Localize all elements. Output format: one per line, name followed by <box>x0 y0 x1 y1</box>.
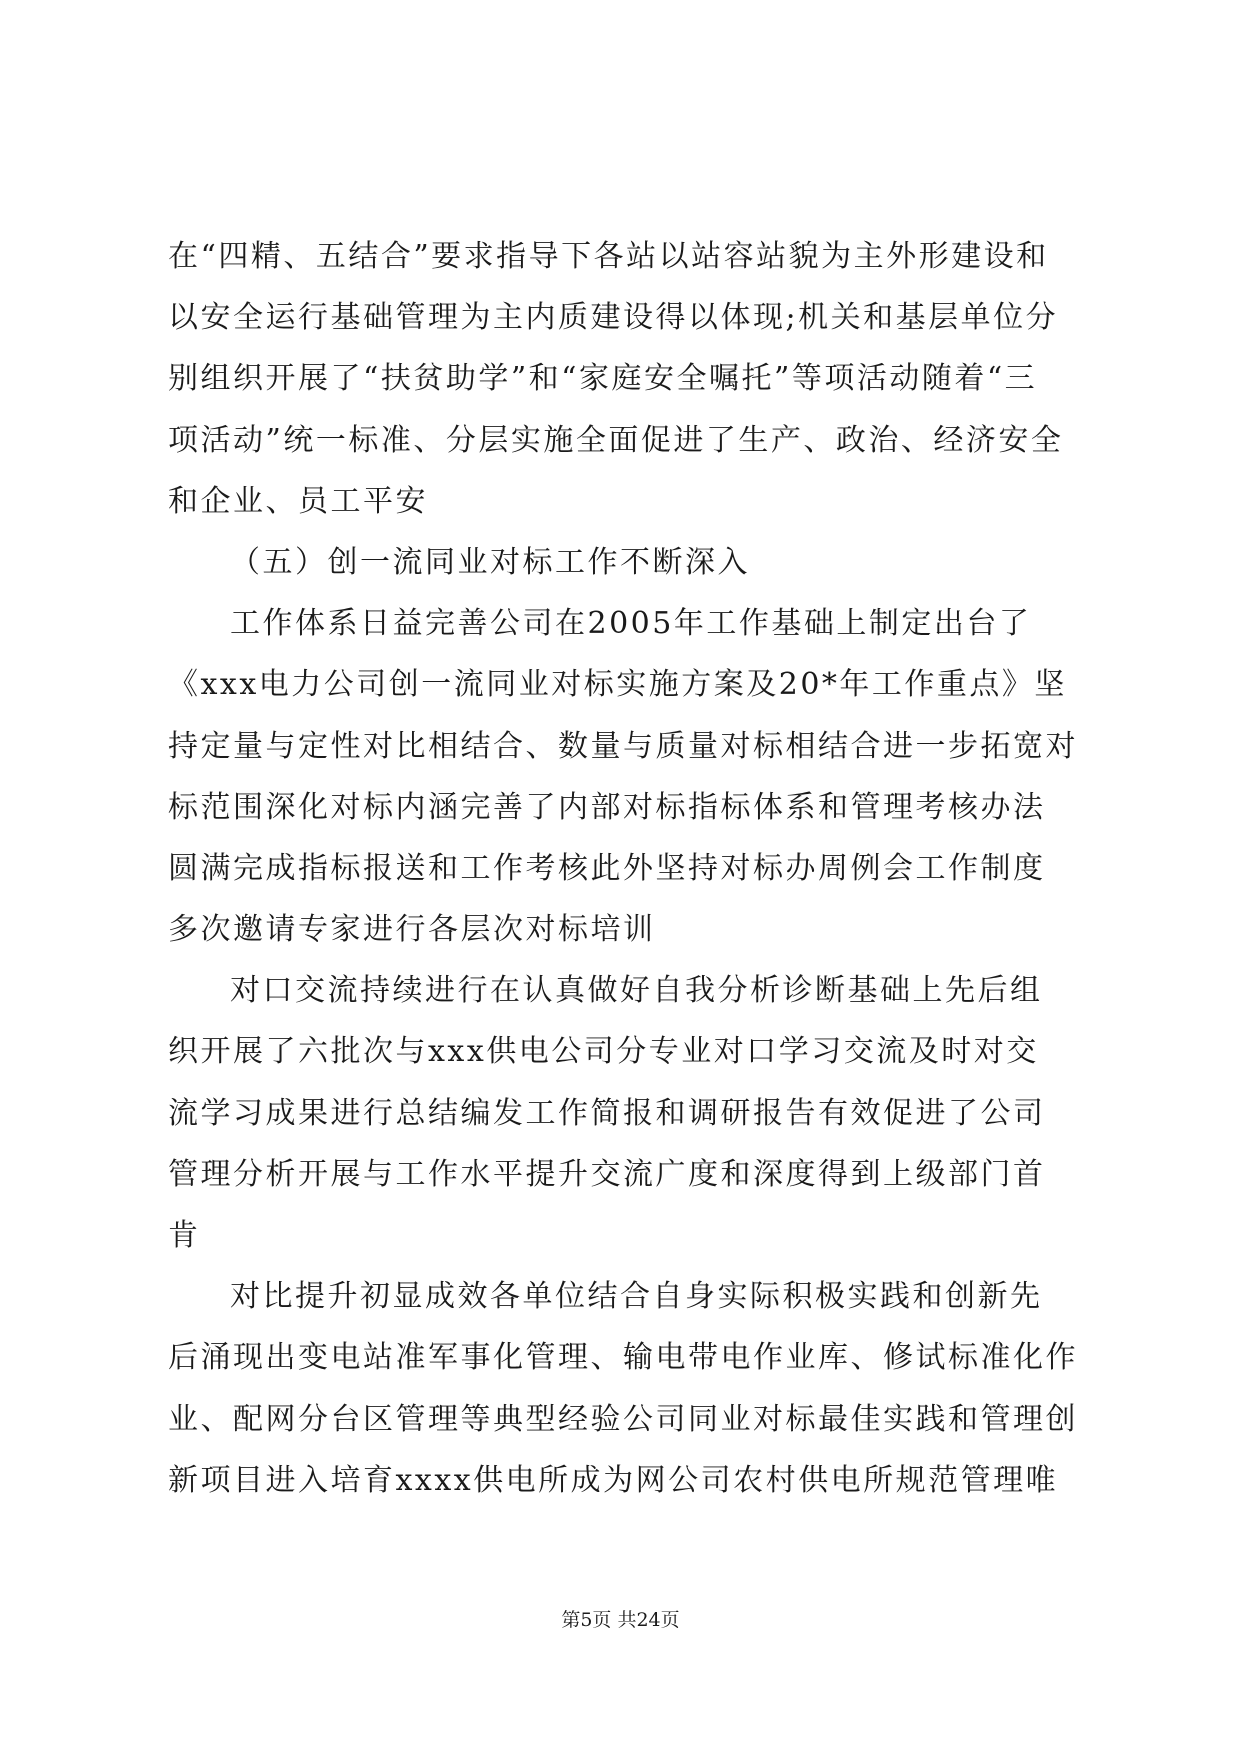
text-line: 新项目进入培育xxxx供电所成为网公司农村供电所规范管理唯 <box>168 1462 1059 1498</box>
paragraph-continuation <box>168 226 1086 532</box>
text-line: 持定量与定性对比相结合、数量与质量对标相结合进一步拓宽对 <box>168 728 1078 764</box>
section-heading <box>168 532 1086 593</box>
text-line: 对口交流持续进行在认真做好自我分析诊断基础上先后组 <box>230 973 1043 1009</box>
page-footer <box>0 1608 1241 1632</box>
text-line: 以安全运行基础管理为主内质建设得以体现;机关和基层单位分 <box>168 300 1059 336</box>
text-line: 《xxx电力公司创一流同业对标实施方案及20*年工作重点》坚 <box>168 667 1067 703</box>
text-line: 织开展了六批次与xxx供电公司分专业对口学习交流及时对交 <box>168 1034 1039 1070</box>
text-line: 流学习成果进行总结编发工作简报和调研报告有效促进了公司 <box>168 1095 1046 1131</box>
text-line: 标范围深化对标内涵完善了内部对标指标体系和管理考核办法 <box>168 789 1046 825</box>
text-line: 工作体系日益完善公司在2005年工作基础上制定出台了 <box>230 606 1032 642</box>
text-line: 对比提升初显成效各单位结合自身实际积极实践和创新先 <box>230 1279 1043 1315</box>
paragraph-exchange <box>168 960 1086 1266</box>
document-body <box>168 226 1086 1511</box>
text-line: 和企业、员工平安 <box>168 483 428 519</box>
text-line: 项活动”统一标准、分层实施全面促进了生产、政治、经济安全 <box>168 422 1064 458</box>
text-line: 管理分析开展与工作水平提升交流广度和深度得到上级部门首 <box>168 1156 1046 1192</box>
page-number: 第5页 共24页 <box>561 1609 680 1631</box>
paragraph-results <box>168 1266 1086 1511</box>
text-line: 后涌现出变电站准军事化管理、输电带电作业库、修试标准化作 <box>168 1340 1078 1376</box>
text-line: 圆满完成指标报送和工作考核此外坚持对标办周例会工作制度 <box>168 850 1046 886</box>
text-line: 肯 <box>168 1218 201 1253</box>
text-line: 多次邀请专家进行各层次对标培训 <box>168 912 656 948</box>
section-heading-text: （五）创一流同业对标工作不断深入 <box>230 544 750 580</box>
text-line: 业、配网分台区管理等典型经验公司同业对标最佳实践和管理创 <box>168 1401 1078 1437</box>
text-line: 在“四精、五结合”要求指导下各站以站容站貌为主外形建设和 <box>168 239 1049 274</box>
paragraph-work-system <box>168 593 1086 960</box>
text-line: 别组织开展了“扶贫助学”和“家庭安全嘱托”等项活动随着“三 <box>168 361 1038 397</box>
